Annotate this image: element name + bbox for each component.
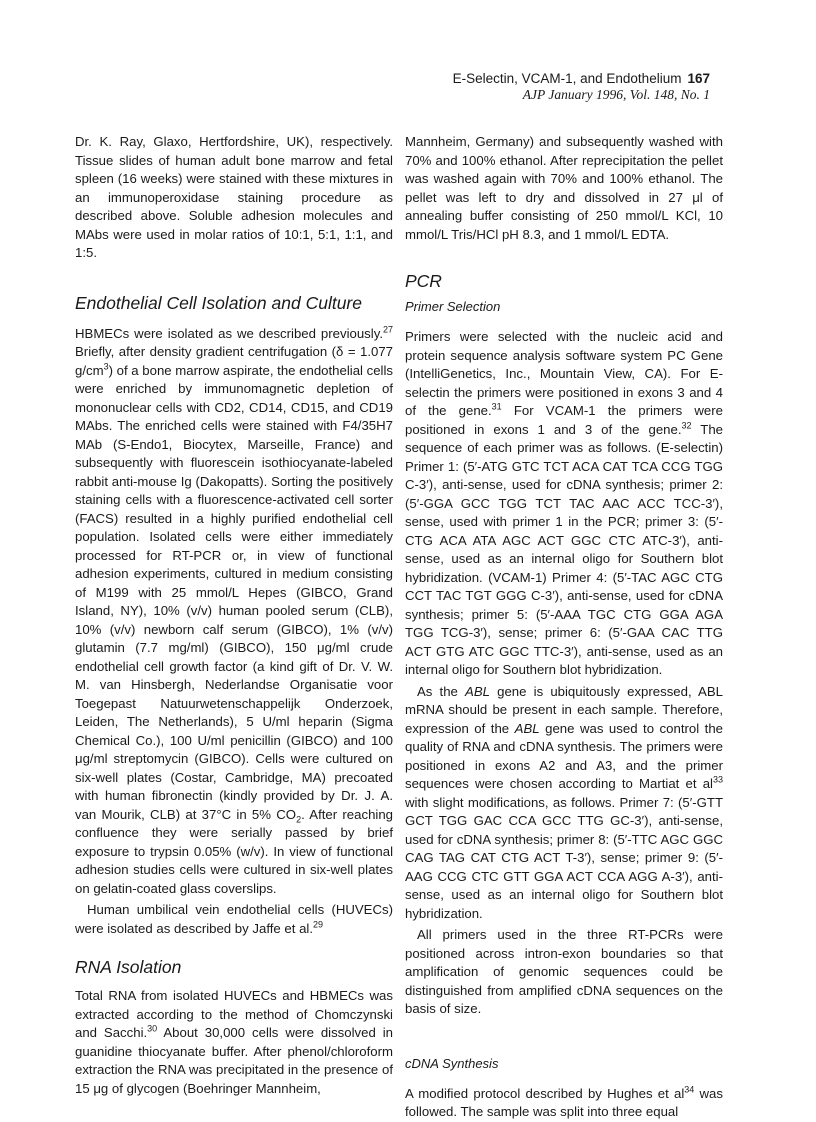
paragraph-primer-selection: Primers were selected with the nucleic acid and protein sequence analysis software system PC Gene (IntelliGenetics, Inc., Mountain View, CA). For E-selectin the primers were positioned in exons 3 and 4 of the gene.$^{31}$ For VCAM-1 the primers were positioned in exons 1 and 3 of the gene.$^{32}$ The sequence of each primer was as follows. (E-selectin) Primer 1: (5′-ATG GTC TCT ACA CAT TCA CCG TGG C-3′), anti-sense, used for cDNA synthesis; primer 2: (5′-GGA GCC TGG TCT TAC AAC ACC TCC-3′), sense, used with primer 1 in the PCR; primer 3: (5′-CTG ACA ATA AGC ACT GGC CTC ATC-3′), anti-sense, used as an internal oligo for Southern blot hybridization. (VCAM-1) Primer 4: (5′-TAC AGC CTG CCT TAC TGT GGG C-3′), anti-sense, used for cDNA synthesis; primer 5: (5′-AAA TGC CTG GGA AGA TGG TCG-3′), sense; primer 6: (5′-GAA CAC TTG ACT GTG ATC GGC TTC-3′), anti-sense, used as an internal oligo for Southern blot hybridization. [405, 329, 723, 677]
header-line [453, 70, 710, 87]
paragraph-continued: Mannheim, Germany) and subsequently washed with 70% and 100% ethanol. After reprecipitation the pellet was washed again with 70% and 100% ethanol. The pellet was left to dry and dissolved in 27 μl of annealing buffer consisting of 250 mmol/L KCl, 10 mmol/L Tris/HCl pH 8.3, and 1 mmol/L EDTA. [405, 134, 723, 242]
paragraph-huvec: Human umbilical vein endothelial cells (HUVECs) were isolated as described by Jaffe et al.$^{29}$ [75, 902, 393, 936]
citation-ref: 32 [681, 420, 692, 431]
heading-rna-isolation: RNA Isolation [75, 957, 182, 977]
gene-name: ABL [465, 683, 490, 699]
citation-ref: 34 [684, 1084, 695, 1095]
heading-pcr: PCR [405, 271, 442, 291]
paragraph-rna-isolation: Total RNA from isolated HUVECs and HBMECs was extracted according to the method of Chomczynski and Sacchi.$^{30}$ About 30,000 cells were dissolved in guanidine thiocyanate buffer. After phenol/chloroform extraction the RNA was precipitated in the presence of 15 μg of glycogen (Boehringer Mannheim, [75, 988, 393, 1096]
citation-ref: 29 [313, 919, 324, 930]
subheading-primer-selection: Primer Selection [405, 299, 501, 314]
subheading-cdna-synthesis: cDNA Synthesis [405, 1055, 499, 1071]
paragraph-abl-gene: As the ABL gene is ubiquitously expressed, ABL mRNA should be present in each sample. Therefore, expression of the ABL gene was used to control the quality of RNA and cDNA synthesis. The primers were positioned in exons A2 and A3, and the primer sequences were chosen according to Martiat et $al^{33}$ with slight modifications, as follows. Primer 7: (5′-GTT GCT TGG GAC CCA GCC TTG GC-3′), anti-sense, used for cDNA synthesis; primer 8: (5′-TTC AGC GGC CAG TAG CAT CTG ACT T-3′), sense; primer 9: (5′-AAG CCG CTC GTT GGA ACT CCA AGG A-3′), anti-sense, used as an internal oligo for Southern blot hybridization. [405, 683, 723, 921]
superscript: 3 [103, 361, 109, 372]
paragraph-endothelial-isolation: HBMECs were isolated as we described previously.$^{27}$ Briefly, after density gradient centrifugation (δ = 1.077 $g/cm^3$) of a bone marrow aspirate, the endothelial cells were enriched by immunomagnetic depletion of mononuclear cells with CD2, CD14, CD15, and CD19 MAbs. The enriched cells were stained with F4/35H7 MAb (S-Endo1, Biocytex, Marseille, France) and subsequently with fluorescein isothiocyanate-labeled rabbit anti-mouse Ig (Dakopatts). Sorting the positively staining cells with a fluorescence-activated cell sorter (FACS) resulted in a highly purified endothelial cell population. Isolated cells were either immediately processed for RT-PCR or, in view of functional adhesion experiments, cultured in medium consisting of M199 with 25 mmol/L Hepes (GIBCO, Grand Island, NY), 10% (v/v) human pooled serum (CLB), 10% (v/v) newborn calf serum (GIBCO), 1% (v/v) glutamin (7.7 mg/ml) (GIBCO), 150 μg/ml crude endothelial cell growth factor (a kind gift of Dr. V. W. M. van Hinsbergh, Nederlandse Organisatie voor Toegepast Natuurwetenschappelijk Onderzoek, Leiden, The Netherlands), 5 U/ml heparin (Sigma Chemical Co.), 100 U/ml penicillin (GIBCO) and 100 μg/ml streptomycin (GIBCO). Cells were cultured on six-well plates (Costar, Cambridge, MA) precoated with human fibronectin (kindly provided by Dr. J. A. van Mourik, CLB) at 37°C in 5% $CO_2$. After reaching confluence they were serially passed by brief exposure to trypsin 0.05% (w/v). In view of functional adhesion studies cells were cultured in six-well plates on gelatin-coated glass coverslips. [75, 324, 394, 896]
citation-ref: 30 [147, 1023, 158, 1034]
paragraph-intron-exon: All primers used in the three RT-PCRs were positioned across intron-exon boundaries so that amplification of genomic sequences could be distinguished from amplified cDNA sequences on the basis of size. [405, 927, 723, 1016]
right-column [405, 133, 723, 1122]
paragraph-continued: Dr. K. Ray, Glaxo, Hertfordshire, UK), respectively. Tissue slides of human adult bone marrow and fetal spleen (16 weeks) were stained with these mixtures in an immunoperoxidase staining procedure as described above. Soluble adhesion molecules and MAbs were used in molar ratios of 10:1, 5:1, 1:1, and 1:5. [75, 134, 393, 260]
citation-ref: 31 [491, 401, 502, 412]
citation-ref: 33 [712, 774, 723, 785]
running-title: E-Selectin, VCAM-1, and Endothelium [452, 71, 682, 86]
journal-citation: AJP January 1996, Vol. 148, No. 1 [522, 87, 710, 102]
citation-ref: 27 [382, 324, 393, 335]
gene-name: ABL [514, 720, 540, 736]
left-column [75, 133, 393, 1098]
heading-endothelial-cell-isolation: Endothelial Cell Isolation and Culture [75, 292, 362, 313]
paragraph-cdna-synthesis: A modified protocol described by Hughes et $al^{34}$ was followed. The sample was split into three equal [405, 1084, 723, 1119]
subscript: 2 [296, 814, 302, 825]
page-number: 167 [687, 71, 710, 86]
running-header [453, 70, 710, 103]
